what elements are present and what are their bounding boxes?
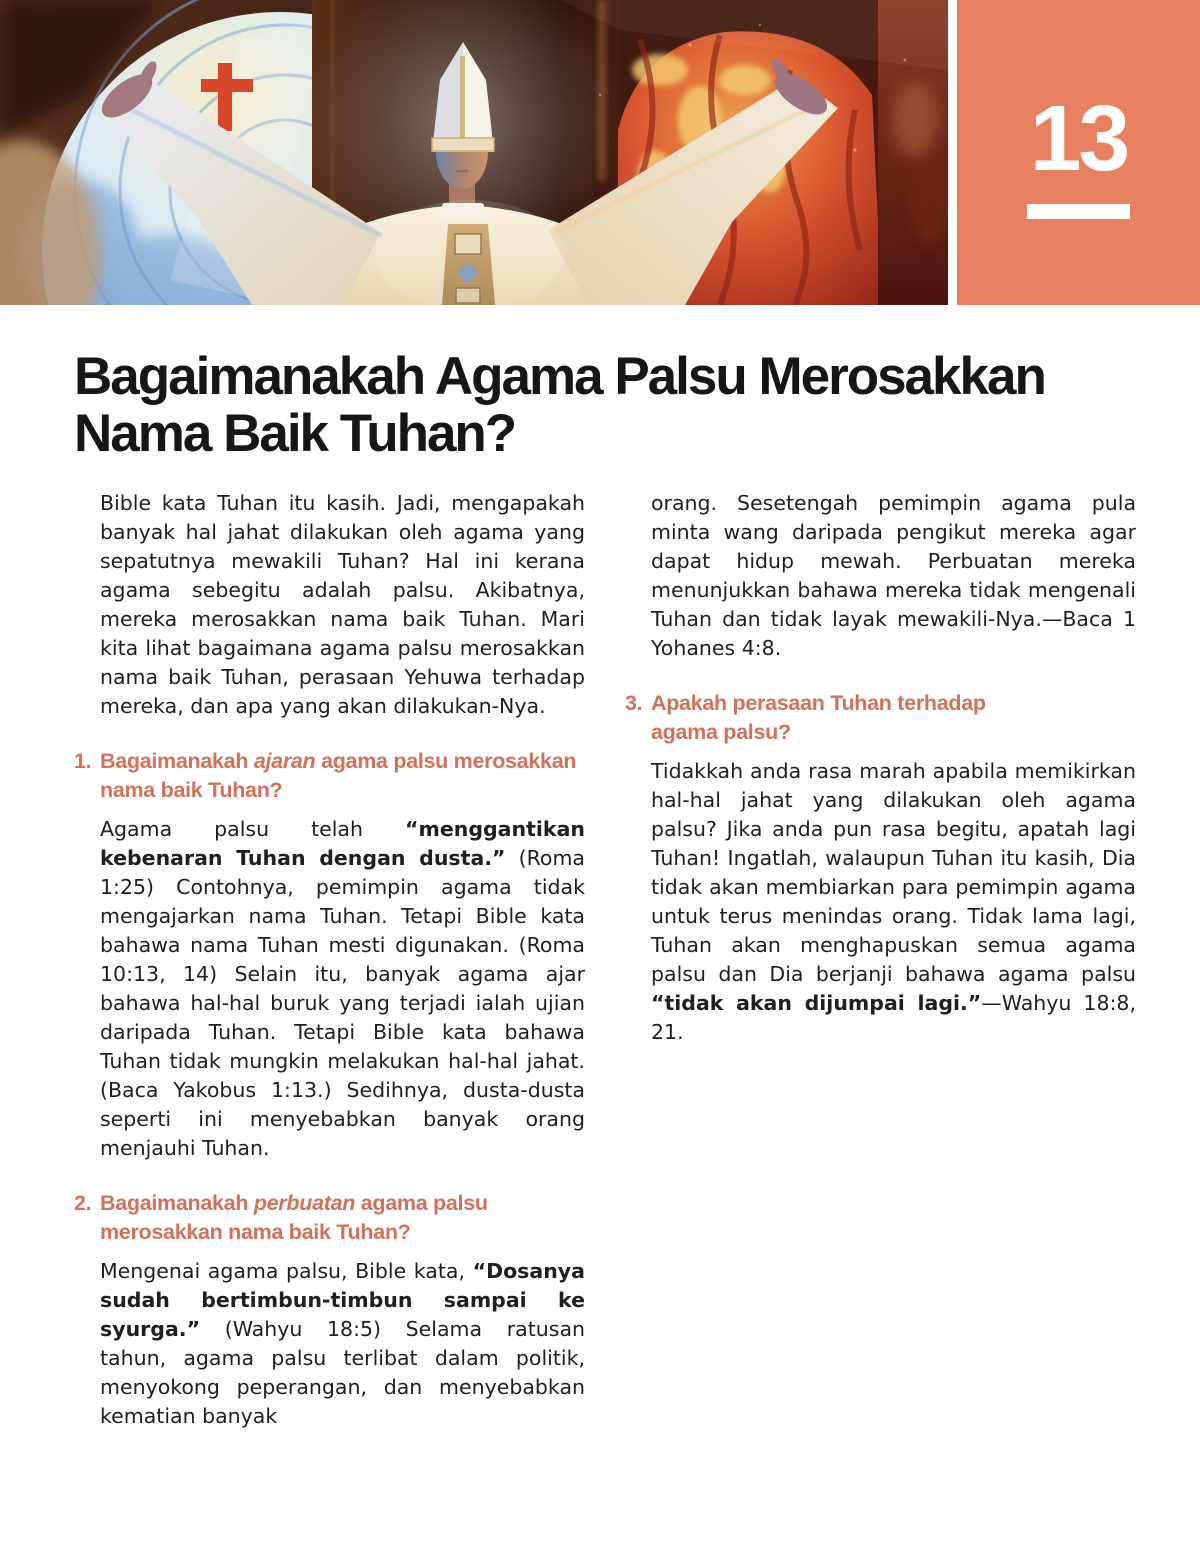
- question-number: 1.: [74, 749, 92, 773]
- question-heading: [74, 747, 585, 805]
- text-segment: (Wahyu 18:5) Selama ratusan tahun, agama palsu terlibat dalam politik, menyokong peperangan, dan menyebabkan kematian banyak: [100, 1317, 585, 1428]
- text-segment: Apakah perasaan Tuhan terhadap: [651, 691, 986, 715]
- church-scene-illustration: [0, 0, 948, 305]
- question-heading: [74, 1189, 585, 1247]
- text-segment: “tidak akan dijumpai lagi.”: [651, 991, 982, 1015]
- text-segment: agama palsu merosakkan nama baik Tuhan?: [100, 749, 577, 802]
- text-segment: “Dosanya sudah bertimbun-timbun sampai ke syurga.”: [100, 1259, 585, 1341]
- chapter-number-underline-bar: [1027, 204, 1130, 219]
- chest-highlight: [375, 200, 565, 305]
- hero-section: [0, 0, 1200, 305]
- text-segment: agama palsu?: [651, 720, 791, 744]
- text-segment: Agama palsu telah: [100, 817, 405, 841]
- text-segment: perbuatan: [253, 1191, 356, 1215]
- text-segment: agama palsu merosakkan nama baik Tuhan?: [100, 1191, 488, 1244]
- article-columns: [74, 489, 1136, 1431]
- body-paragraph: [100, 815, 585, 1163]
- hero-photo: [0, 0, 948, 305]
- body-paragraph: [651, 757, 1136, 1047]
- page-title: Bagaimanakah Agama Palsu Merosakkan Nama Baik Tuhan?: [74, 347, 1045, 463]
- text-segment: —Wahyu 18:8, 21.: [651, 991, 1136, 1044]
- text-segment: ajaran: [253, 749, 316, 773]
- text-segment: Bagaimanakah: [100, 1191, 254, 1215]
- chapter-number-block: [957, 0, 1200, 305]
- text-segment: orang. Sesetengah pemimpin agama pula minta wang daripada pengikut mereka agar dapat hidup mewah. Perbuatan mereka menunjukkan bahawa mereka tidak mengenali Tuhan dan tidak layak mewakili-Nya.—Baca 1 Yohanes 4:8.: [651, 491, 1136, 660]
- question-text: [100, 747, 585, 805]
- chapter-number: 13: [1029, 86, 1128, 190]
- question-number: 3.: [625, 691, 643, 715]
- text-segment: (Roma 1:25) Contohnya, pemimpin agama tidak mengajarkan nama Tuhan. Tetapi Bible kata bahawa nama Tuhan mesti digunakan. (Roma 10:13, 14) Selain itu, banyak agama ajar bahawa hal-hal buruk yang terjadi ialah ujian daripada Tuhan. Tetapi Bible kata bahawa Tuhan tidak mungkin melakukan hal-hal jahat. (Baca Yakobus 1:13.) Sedihnya, dusta-dusta seperti ini menyebabkan banyak orang menjauhi Tuhan.: [100, 846, 585, 1160]
- question-heading: [625, 689, 1136, 747]
- question-number: 2.: [74, 1191, 92, 1215]
- text-segment: Bible kata Tuhan itu kasih. Jadi, mengapakah banyak hal jahat dilakukan oleh agama yang sepatutnya mewakili Tuhan? Hal ini kerana agama sebegitu adalah palsu. Akibatnya, mereka merosakkan nama baik Tuhan. Mari kita lihat bagaimana agama palsu merosakkan nama baik Tuhan, perasaan Yehuwa terhadap mereka, dan apa yang akan dilakukan-Nya.: [100, 491, 585, 718]
- question-text: [100, 1189, 585, 1247]
- body-paragraph: [100, 1257, 585, 1431]
- text-segment: “menggantikan kebenaran Tuhan dengan dusta.”: [100, 817, 585, 870]
- right-column: [625, 489, 1136, 1431]
- left-column: [74, 489, 585, 1431]
- text-segment: Tidakkah anda rasa marah apabila memikirkan hal-hal jahat yang dilakukan oleh agama palsu? Jika anda pun rasa begitu, apatah lagi Tuhan! Ingatlah, walaupun Tuhan itu kasih, Dia tidak akan membiarkan para pemimpin agama untuk terus menindas orang. Tidak lama lagi, Tuhan akan menghapuskan semua agama palsu dan Dia berjanji bahawa agama palsu: [651, 759, 1136, 986]
- text-segment: Mengenai agama palsu, Bible kata,: [100, 1259, 473, 1283]
- text-segment: Bagaimanakah: [100, 749, 254, 773]
- body-paragraph: [651, 489, 1136, 663]
- body-paragraph: [100, 489, 585, 721]
- question-text: [651, 689, 1136, 747]
